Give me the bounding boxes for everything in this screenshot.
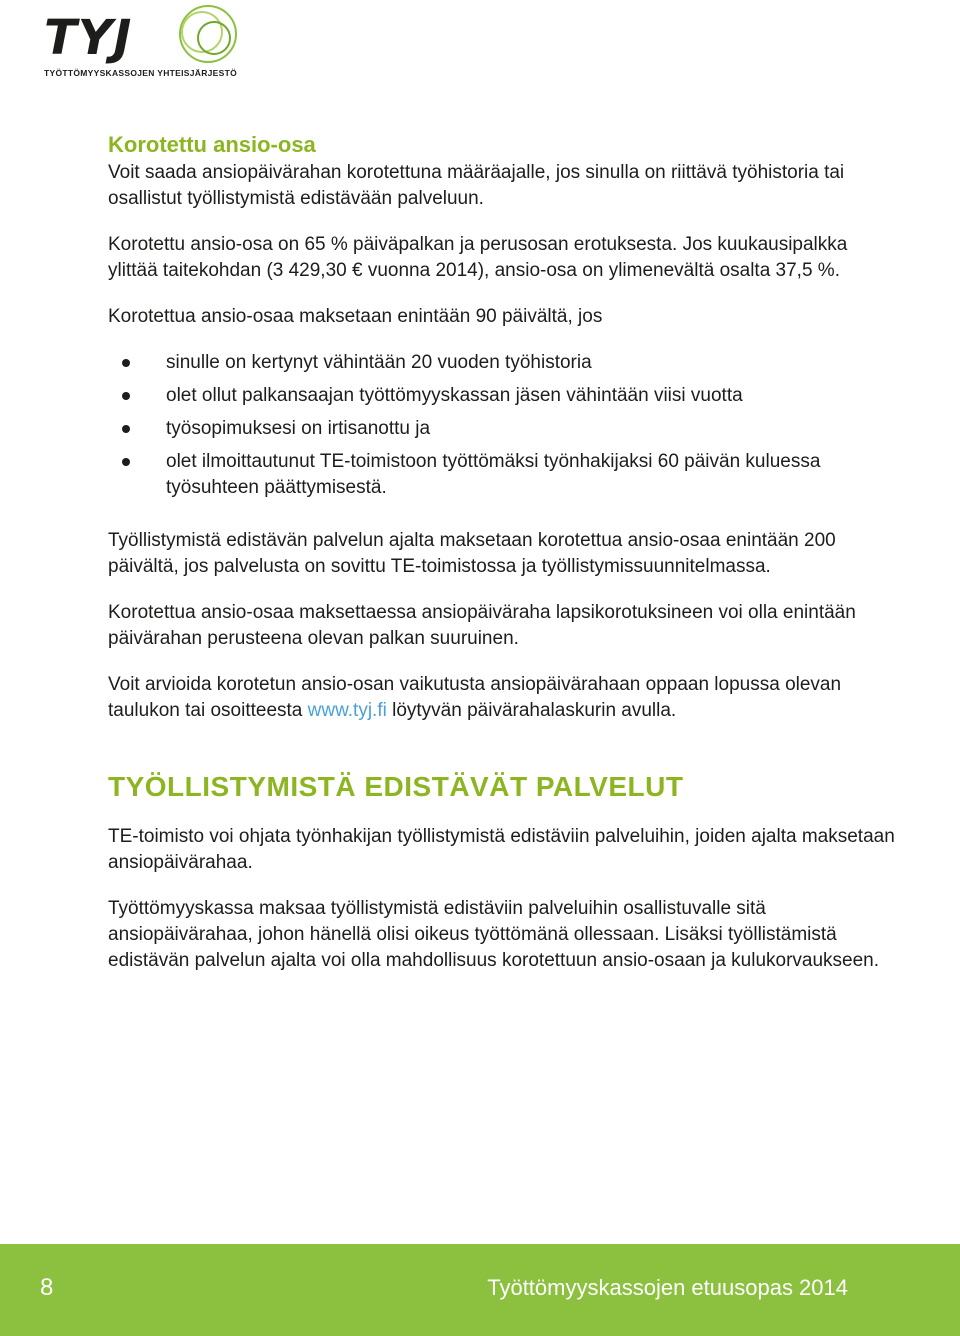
logo-subtitle: TYÖTTÖMYYSKASSOJEN YHTEISJÄRJESTÖ (44, 68, 238, 78)
tyj-logo (44, 0, 238, 80)
paragraph-text: löytyvän päivärahalaskurin avulla. (386, 700, 677, 721)
list-item: työsopimuksesi on irtisanottu ja (108, 416, 898, 442)
page-number: 8 (40, 1274, 54, 1301)
paragraph-with-link (108, 672, 898, 724)
section-heading-korotettu: Korotettu ansio-osa (108, 132, 316, 157)
logo-wordmark: TYJ (44, 10, 133, 66)
logo-circles-icon (162, 2, 254, 68)
paragraph: Korotettua ansio-osaa maksetaan enintään 90 päivältä, jos (108, 306, 603, 327)
list-item: olet ollut palkansaajan työttömyyskassan jäsen vähintään viisi vuotta (108, 383, 898, 409)
conditions-list (108, 350, 898, 501)
tyj-website-link[interactable]: www.tyj.fi (307, 700, 387, 721)
paragraph: Korotettu ansio-osa on 65 % päiväpalkan ja perusosan erotuksesta. Jos kuukausipalkka ylittää taitekohdan (3 429,30 € vuonna 2014), ansio-osa on ylimenevältä osalta 37,5 %. (108, 234, 848, 281)
paragraph: Voit saada ansiopäivärahan korotettuna määräajalle, jos sinulla on riittävä työhistoria tai osallistut työllistymistä edistävään palveluun. (108, 162, 845, 209)
section-title-palvelut: TYÖLLISTYMISTÄ EDISTÄVÄT PALVELUT (108, 771, 684, 802)
footer-title: Työttömyyskassojen etuusopas 2014 (487, 1275, 848, 1300)
paragraph: Työllistymistä edistävän palvelun ajalta maksetaan korotettua ansio-osaa enintään 200 päivältä, jos palvelusta on sovittu TE-toimistossa ja työllistymissuunnitelmassa. (108, 530, 836, 577)
list-item: sinulle on kertynyt vähintään 20 vuoden työhistoria (108, 350, 898, 376)
list-item: olet ilmoittautunut TE-toimistoon työttömäksi työnhakijaksi 60 päivän kuluessa työsuhteen päättymisestä. (108, 449, 898, 501)
paragraph-text: Voit arvioida korotetun ansio-osan vaikutusta ansiopäivärahaan oppaan lopussa olevan taulukon tai osoitteesta (108, 674, 842, 721)
paragraph: Korotettua ansio-osaa maksettaessa ansiopäiväraha lapsikorotuksineen voi olla enintään päivärahan perusteena olevan palkan suuruinen. (108, 602, 856, 649)
paragraph: Työttömyyskassa maksaa työllistymistä edistäviin palveluihin osallistuvalle sitä ansiopäivärahaa, johon hänellä olisi oikeus työttömänä ollessaan. Lisäksi työllistämistä edistävän palvelun ajalta voi olla mahdollisuus korotettuun ansio-osaan ja kulukorvaukseen. (108, 898, 880, 971)
footer-bar (0, 1244, 960, 1336)
paragraph: TE-toimisto voi ohjata työnhakijan työllistymistä edistäviin palveluihin, joiden ajalta maksetaan ansiopäivärahaa. (108, 826, 895, 873)
page-content (108, 130, 898, 974)
